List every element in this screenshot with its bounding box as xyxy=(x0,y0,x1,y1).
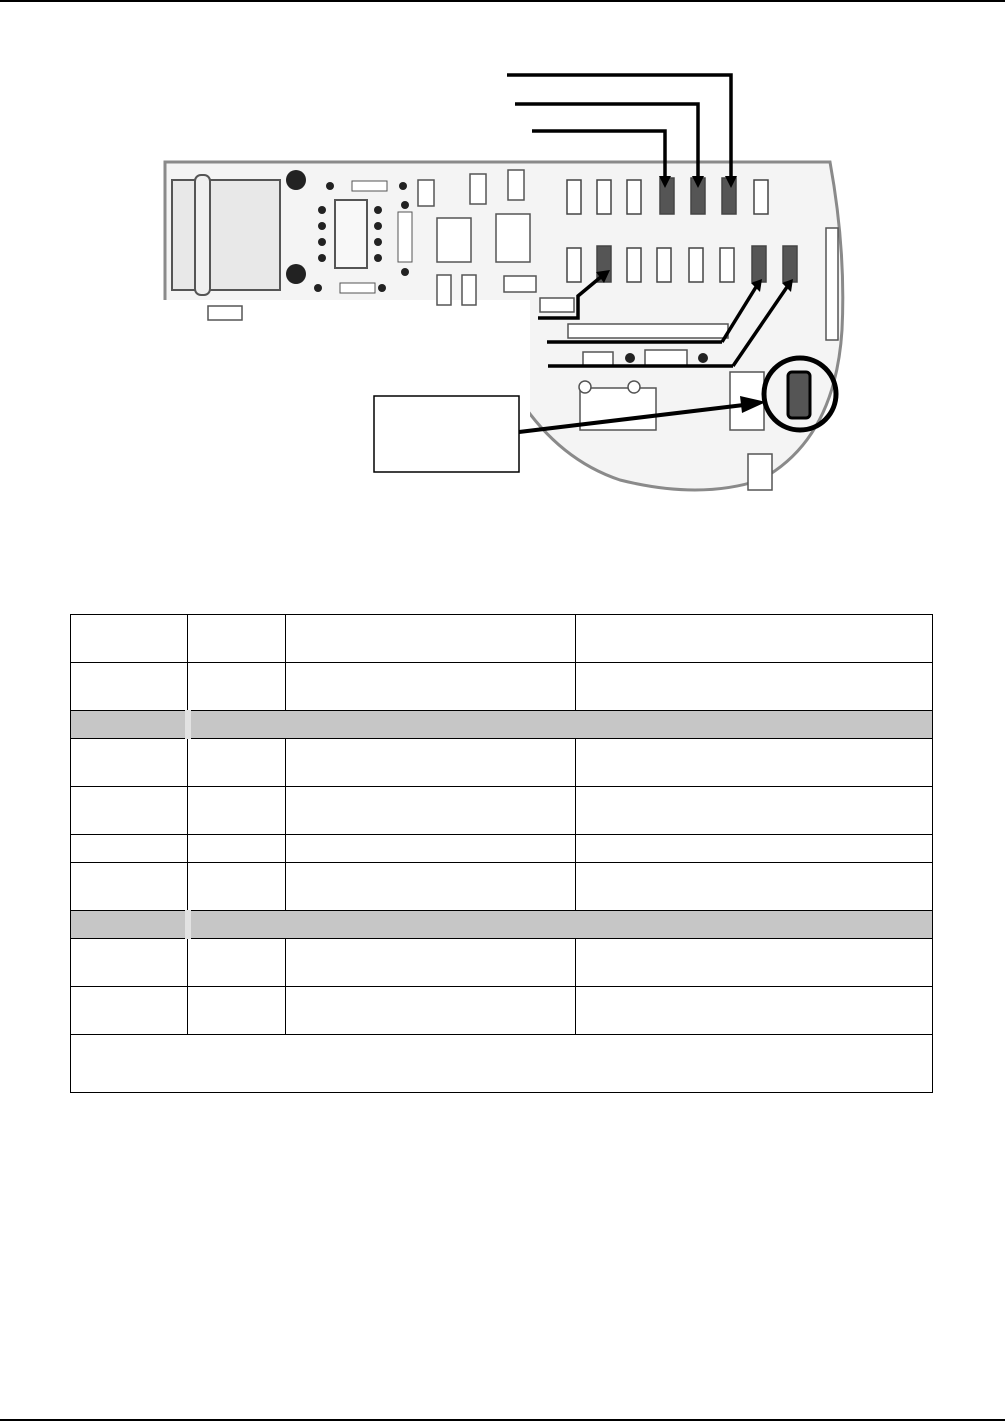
table-row xyxy=(71,939,933,987)
table-row xyxy=(71,987,933,1035)
table-row xyxy=(71,663,933,711)
footer-rule xyxy=(0,1419,1005,1421)
table-row xyxy=(71,739,933,787)
table-row xyxy=(71,835,933,863)
connector-j14 xyxy=(172,180,280,290)
table-section-row xyxy=(71,911,933,939)
table-row xyxy=(71,863,933,911)
led-spec-table xyxy=(70,614,933,1093)
callout-box xyxy=(374,396,519,472)
table-section-row xyxy=(71,711,933,739)
table-row xyxy=(71,787,933,835)
table-footnote-row xyxy=(71,1035,933,1093)
table-row xyxy=(71,615,933,663)
pcb-led-location-figure xyxy=(0,0,1005,520)
